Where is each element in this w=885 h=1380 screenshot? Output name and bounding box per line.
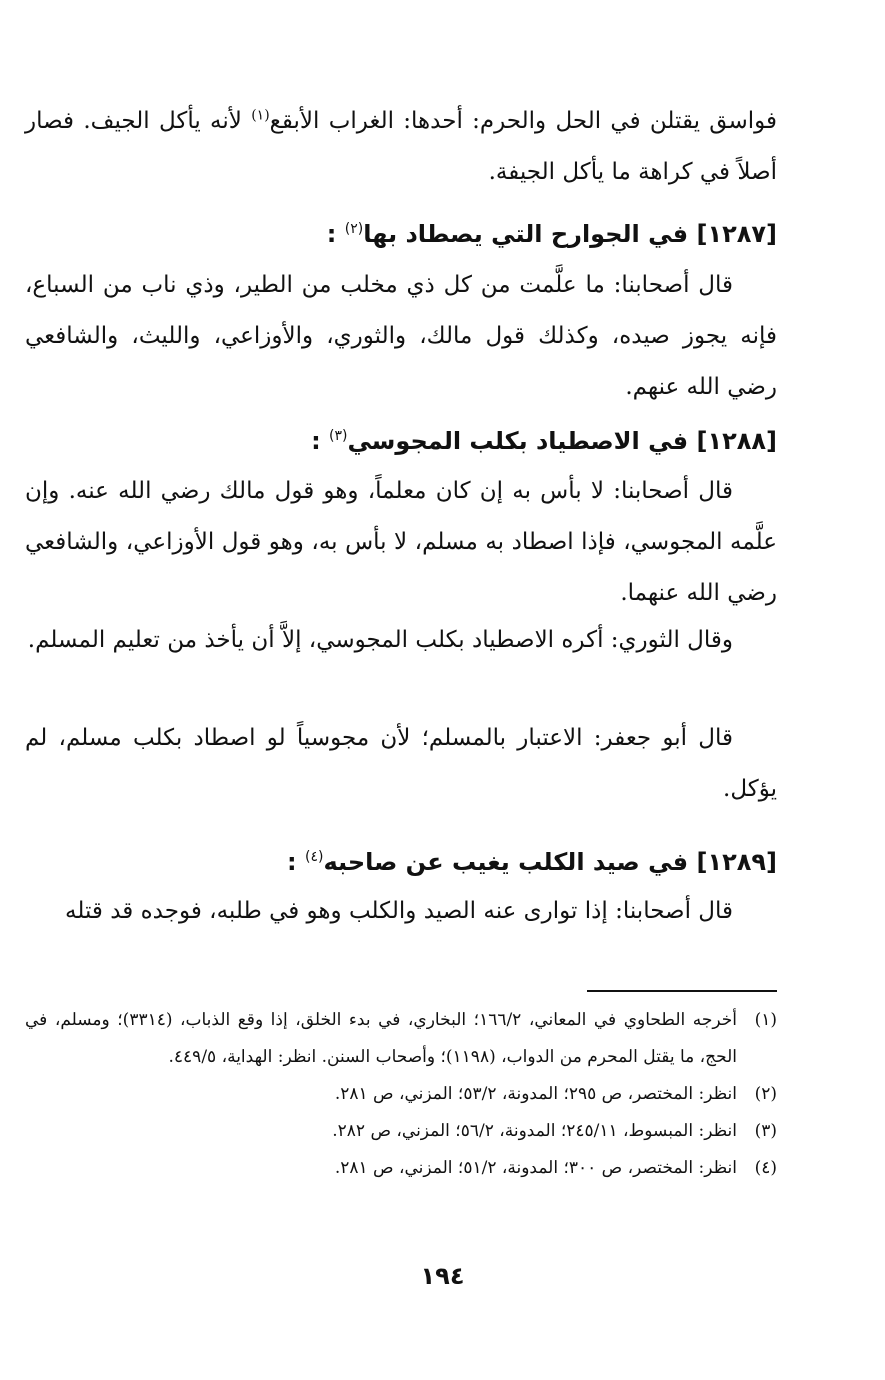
section-heading-1288 [25, 421, 777, 461]
footnote [25, 1076, 777, 1113]
continuation-text: فواسق يقتلن في الحل والحرم: أحدها: الغراب الأبقع [269, 108, 777, 134]
footnote-ref: (٣) [329, 428, 348, 444]
section-paragraph: قال أبو جعفر: الاعتبار بالمسلم؛ لأن مجوسياً لو اصطاد بكلب مسلم، لم يؤكل. [25, 725, 777, 802]
continuation-text-rest: لأنه يأكل الجيف. فصار أصلاً في كراهة ما يأكل الجيفة. [25, 108, 777, 185]
footnote-text: انظر: المختصر، ص ٢٩٥؛ المدونة، ٥٣/٢؛ المزني، ص ٢٨١. [334, 1084, 737, 1104]
footnote-number: (٢) [754, 1084, 777, 1104]
footnote-ref: (١) [251, 107, 270, 124]
footnote-number: (١) [754, 1010, 777, 1030]
footnote-ref: (٢) [344, 221, 364, 237]
footnote-text: أخرجه الطحاوي في المعاني، ١٦٦/٢؛ البخاري، في بدء الخلق، إذا وقع الذباب، (٣٣١٤)؛ ومسلم، في الحج، ما يقتل المحرم من الدواب، (١١٩٨)؛ وأصحاب السنن. انظر: الهداية، ٤٤٩/٥. [25, 1010, 737, 1067]
footnote-number: (٣) [754, 1121, 777, 1141]
section-number: [١٢٨٨] [696, 427, 777, 455]
footnotes-list [25, 1002, 777, 1187]
footnote [25, 1113, 777, 1150]
section-number: [١٢٨٩] [696, 848, 777, 876]
section-number: [١٢٨٧] [696, 220, 777, 248]
section-paragraph: قال أصحابنا: لا بأس به إن كان معلماً، وهو قول مالك رضي الله عنه. وإن علَّمه المجوسي، فإذا اصطاد به مسلم، لا بأس به، وهو قول الأوزاعي، والشافعي رضي الله عنهما. [25, 478, 777, 606]
footnote [25, 1002, 777, 1076]
footnote-text: انظر: المختصر، ص ٣٠٠؛ المدونة، ٥١/٢؛ المزني، ص ٢٨١. [334, 1158, 737, 1178]
section-heading-1289 [25, 842, 777, 882]
footnote-text: انظر: المبسوط، ٢٤٥/١١؛ المدونة، ٥٦/٢؛ المزني، ص ٢٨٢. [332, 1121, 737, 1141]
footnote-ref: (٤) [305, 849, 324, 865]
continuation-paragraph [25, 96, 777, 198]
footnote-divider [587, 990, 777, 992]
section-title: في الجوارح التي يصطاد بها [363, 220, 689, 248]
footnote-number: (٤) [754, 1158, 777, 1178]
section-title: في صيد الكلب يغيب عن صاحبه [323, 848, 689, 876]
heading-colon: : [287, 848, 305, 876]
section-paragraph: قال أصحابنا: إذا توارى عنه الصيد والكلب وهو في طلبه، فوجده قد قتله [65, 898, 733, 924]
heading-colon: : [311, 427, 330, 455]
section-title: في الاصطياد بكلب المجوسي [347, 427, 689, 455]
footnote [25, 1150, 777, 1187]
heading-colon: : [326, 220, 345, 248]
page-number: ١٩٤ [420, 1262, 465, 1290]
section-paragraph: وقال الثوري: أكره الاصطياد بكلب المجوسي، إلاَّ أن يأخذ من تعليم المسلم. [27, 627, 733, 653]
section-paragraph: قال أصحابنا: ما علَّمت من كل ذي مخلب من الطير، وذي ناب من السباع، فإنه يجوز صيده، وكذلك قول مالك، والثوري، والأوزاعي، والليث، والشافعي رضي الله عنهم. [25, 272, 777, 400]
section-heading-1287 [25, 214, 777, 254]
